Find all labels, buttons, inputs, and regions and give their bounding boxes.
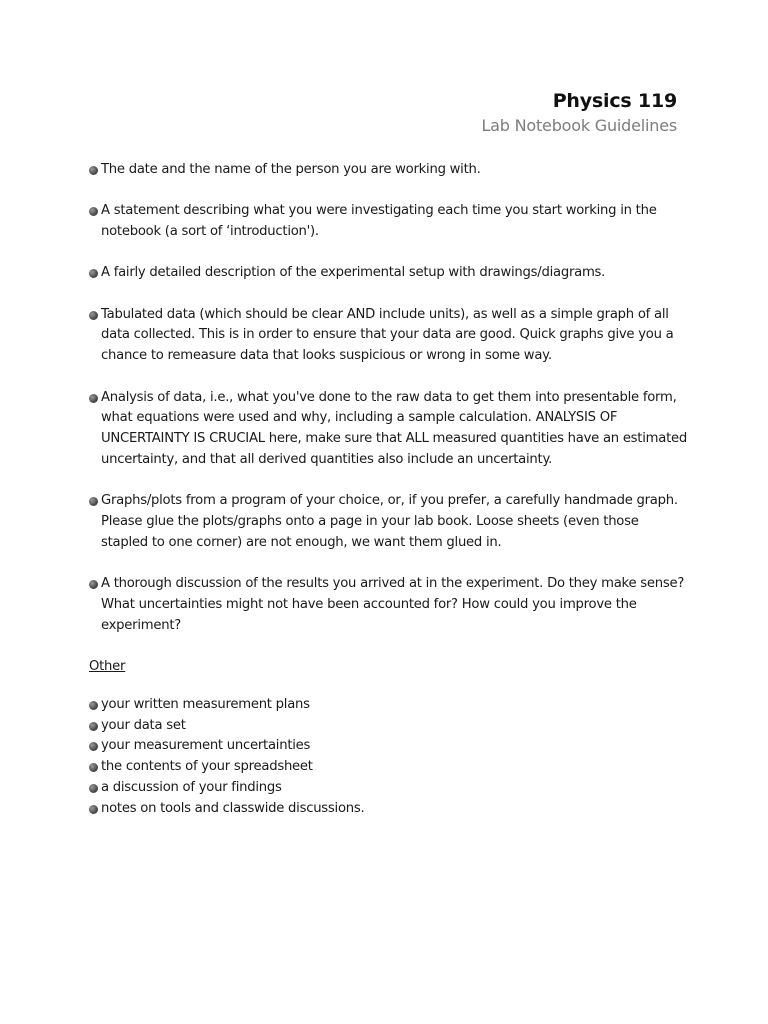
bullet-icon [89, 394, 98, 403]
bullet-icon [89, 763, 98, 772]
guideline-text: A fairly detailed description of the experimental setup with drawings/diagrams. [101, 265, 606, 281]
other-text: your data set [101, 717, 186, 733]
guideline-text: A thorough discussion of the results you arrived at in the experiment. Do they make sense? What uncertainties might not have been accounted for? How could you improve the experiment? [101, 576, 685, 633]
bullet-icon [89, 497, 98, 506]
bullet-icon [89, 166, 98, 175]
other-list [89, 695, 689, 820]
other-text: your measurement uncertainties [101, 738, 311, 754]
guideline-item [89, 201, 689, 243]
guidelines-list [89, 160, 689, 637]
other-item [89, 716, 689, 737]
bullet-icon [89, 580, 98, 589]
other-item [89, 736, 689, 757]
document-header [481, 88, 677, 138]
document-title: Physics 119 [552, 90, 677, 112]
bullet-icon [89, 784, 98, 793]
bullet-icon [89, 269, 98, 278]
other-text: your written measurement plans [101, 696, 310, 712]
guideline-item [89, 388, 689, 471]
bullet-icon [89, 742, 98, 751]
guideline-text: Analysis of data, i.e., what you've done to the raw data to get them into presentable form, what equations were used and why, including a sample calculation. ANALYSIS OF UNCERTAINTY IS CRUCIAL here, make sure that ALL measured quantities have an estimated uncertainty, and that all derived quantities also include an uncertainty. [101, 389, 687, 467]
guideline-item [89, 305, 689, 367]
other-item [89, 778, 689, 799]
other-text: notes on tools and classwide discussions. [101, 800, 365, 816]
document-subtitle: Lab Notebook Guidelines [481, 116, 677, 135]
bullet-icon [89, 311, 98, 320]
guideline-item [89, 574, 689, 636]
other-text: the contents of your spreadsheet [101, 759, 313, 775]
other-item [89, 799, 689, 820]
guideline-text: Graphs/plots from a program of your choice, or, if you prefer, a carefully handmade graph. Please glue the plots/graphs onto a page in your lab book. Loose sheets (even those stapled to one corner) are not enough, we want them glued in. [101, 493, 678, 550]
bullet-icon [89, 805, 98, 814]
guideline-text: A statement describing what you were investigating each time you start working in the notebook (a sort of ‘introduction'). [101, 203, 657, 240]
other-item [89, 757, 689, 778]
other-item [89, 695, 689, 716]
other-heading: Other [89, 659, 126, 675]
guideline-item [89, 263, 689, 284]
guideline-item [89, 491, 689, 553]
guideline-item [89, 160, 689, 181]
guideline-text: The date and the name of the person you are working with. [101, 162, 481, 177]
bullet-icon [89, 701, 98, 710]
guideline-text: Tabulated data (which should be clear AND include units), as well as a simple graph of all data collected. This is in order to ensure that your data are good. Quick graphs give you a chance to remeasure data that looks suspicious or wrong in some way. [101, 306, 674, 364]
other-text: a discussion of your findings [101, 780, 282, 796]
bullet-icon [89, 207, 98, 216]
document-body [89, 160, 689, 820]
bullet-icon [89, 722, 98, 731]
